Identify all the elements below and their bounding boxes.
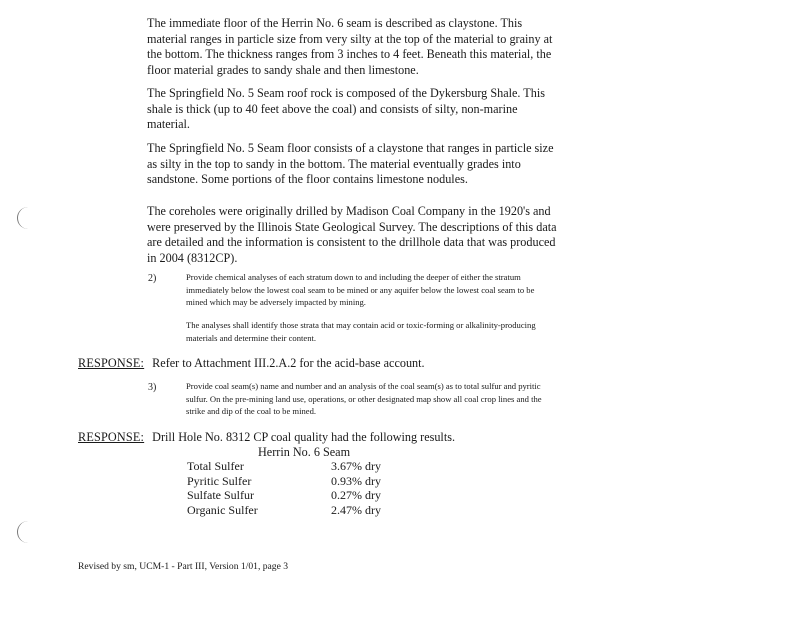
response-text: Drill Hole No. 8312 CP coal quality had the following results. <box>152 430 455 444</box>
row-label: Total Sulfer <box>187 459 244 473</box>
row-label: Organic Sulfer <box>187 503 258 517</box>
response-line <box>78 356 425 371</box>
response-text: Refer to Attachment III.2.A.2 for the acid-base account. <box>152 356 425 370</box>
table-title: Herrin No. 6 Seam <box>258 445 351 459</box>
paragraph-herrin-floor: The immediate floor of the Herrin No. 6 seam is described as claystone. This material ranges in particle size from very silty at the top of the material to grainy at the bottom. The thickness ranges from 3 inches to 4 feet. Beneath this material, the floor material grades to sandy shale and then limestone. <box>147 16 553 77</box>
row-value: 0.93% dry <box>331 474 381 488</box>
row-value: 0.27% dry <box>331 488 381 502</box>
item-text: Provide chemical analyses of each stratum down to and including the deeper of either the stratum immediately below the lowest coal seam to be mined or any aquifer below the lowest coal seam to be mined which may be adversely impacted by mining. <box>186 272 535 308</box>
response-label: RESPONSE: <box>78 430 145 444</box>
response-line <box>78 430 455 445</box>
row-value: 2.47% dry <box>331 503 381 517</box>
row-label: Sulfate Sulfur <box>187 488 254 502</box>
page-footer: Revised by sm, UCM-1 - Part III, Version 1/01, page 3 <box>78 561 289 572</box>
item-text: Provide coal seam(s) name and number and an analysis of the coal seam(s) as to total sulfur and pyritic sulfur. On the pre-mining land use, operations, or other designated map show all coal crop lines and the strike and dip of the coal to be mined. <box>186 381 542 417</box>
scan-mark <box>17 521 28 543</box>
row-label: Pyritic Sulfer <box>187 474 252 488</box>
row-value: 3.67% dry <box>331 459 381 473</box>
paragraph-springfield-roof: The Springfield No. 5 Seam roof rock is composed of the Dykersburg Shale. This shale is thick (up to 40 feet above the coal) and consists of silty, non-marine material. <box>147 86 545 132</box>
item-number: 3) <box>148 382 157 393</box>
paragraph-coreholes: The coreholes were originally drilled by Madison Coal Company in the 1920's and were preserved by the Illinois State Geological Survey. The descriptions of this data are detailed and the information is consistent to the drillhole data that was produced in 2004 (8312CP). <box>147 204 557 265</box>
scan-mark <box>17 207 28 229</box>
item-number: 2) <box>148 273 157 284</box>
item-text: The analyses shall identify those strata that may contain acid or toxic-forming or alkalinity-producing materials and determine their content. <box>186 320 536 343</box>
response-label: RESPONSE: <box>78 356 145 370</box>
paragraph-springfield-floor: The Springfield No. 5 Seam floor consists of a claystone that ranges in particle size as silty in the top to sandy in the bottom. The material eventually grades into sandstone. Some portions of the floor contains limestone nodules. <box>147 141 554 187</box>
